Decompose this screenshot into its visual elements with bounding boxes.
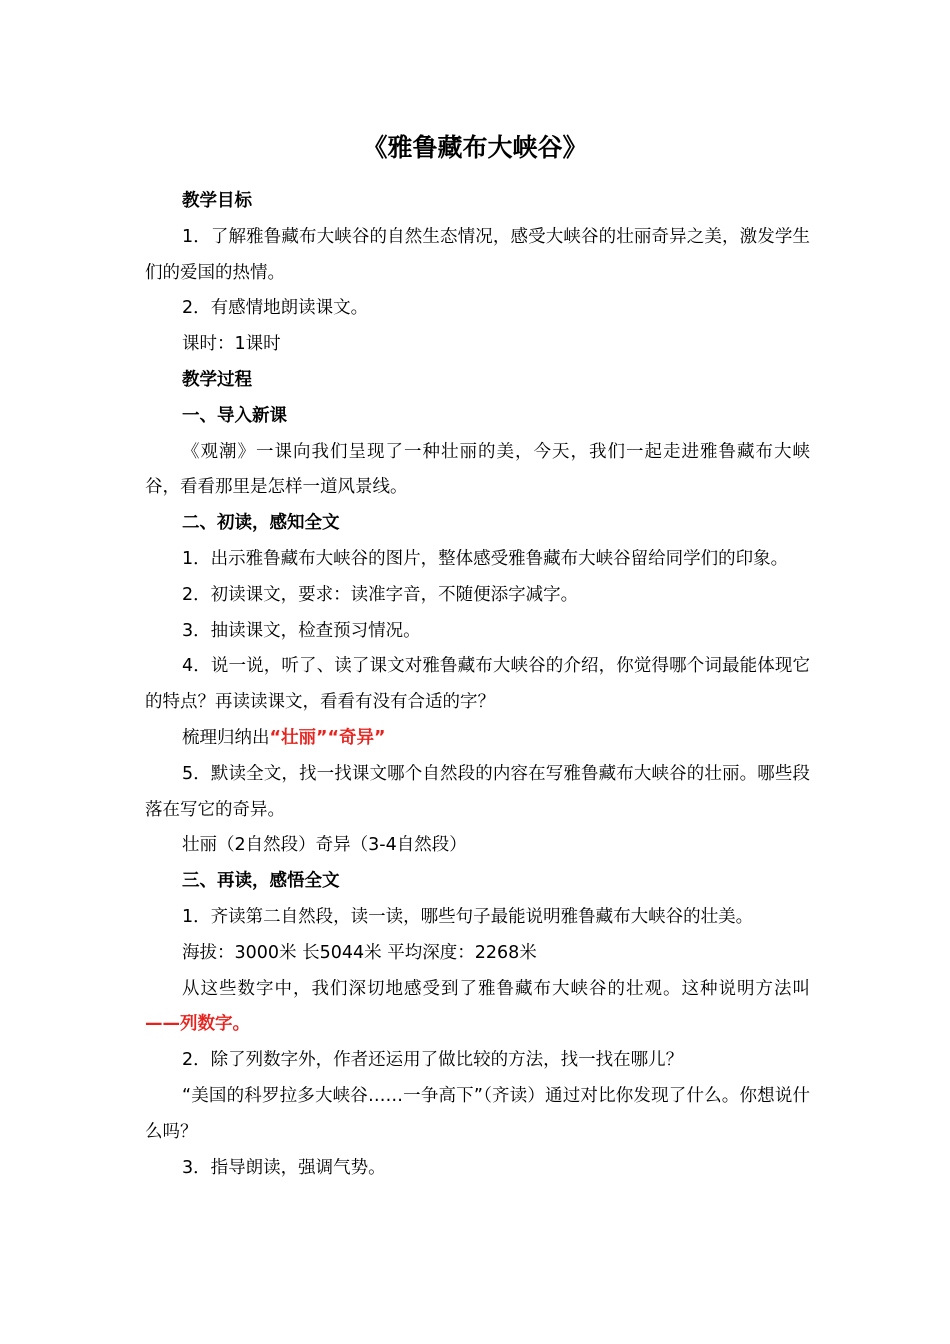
introduction-text: 《观潮》一课向我们呈现了一种壮丽的美，今天，我们一起走进雅鲁藏布大峡谷，看看那里是怎样一道风景线。 — [145, 441, 810, 498]
summary-lead-text: 梳理归纳出 — [182, 727, 270, 748]
document-body — [145, 184, 810, 1186]
method-highlight: ——列数字。 — [145, 1014, 250, 1035]
second-reading-item-3: 3．指导朗读，强调气势。 — [182, 1157, 386, 1178]
subheading-second-reading: 三、再读，感悟全文 — [182, 871, 340, 892]
method-line — [145, 972, 810, 1044]
class-hours: 课时：1课时 — [182, 334, 281, 355]
subheading-introduction: 一、导入新课 — [182, 405, 287, 426]
subheading-first-reading: 二、初读，感知全文 — [182, 513, 340, 534]
section-heading-process: 教学过程 — [182, 369, 252, 390]
first-reading-item-5: 5．默读全文，找一找课文哪个自然段的内容在写雅鲁藏布大峡谷的壮丽。哪些段落在写它的奇异。 — [145, 763, 810, 820]
objective-item-2: 2．有感情地朗读课文。 — [182, 298, 369, 319]
document-title: 《雅鲁藏布大峡谷》 — [362, 133, 588, 162]
first-reading-item-4: 4．说一说，听了、读了课文对雅鲁藏布大峡谷的介绍，你觉得哪个词最能体现它的特点？再读读课文，看看有没有合适的字？ — [145, 656, 810, 713]
comparison-quote: “美国的科罗拉多大峡谷……一争高下”（齐读）通过对比你发现了什么。你想说什么吗？ — [145, 1085, 810, 1142]
paragraph-classification: 壮丽（2自然段）奇异（3-4自然段） — [182, 835, 467, 856]
method-lead-text: 从这些数字中，我们深切地感受到了雅鲁藏布大峡谷的壮观。这种说明方法叫 — [182, 978, 810, 999]
section-heading-objectives: 教学目标 — [182, 191, 252, 211]
objective-item-1: 1．了解雅鲁藏布大峡谷的自然生态情况，感受大峡谷的壮丽奇异之美，激发学生们的爱国的热情。 — [145, 226, 810, 283]
second-reading-item-1: 1．齐读第二自然段，读一读，哪些句子最能说明雅鲁藏布大峡谷的壮美。 — [182, 906, 754, 927]
first-reading-item-2: 2．初读课文，要求：读准字音，不随便添字减字。 — [182, 584, 579, 605]
second-reading-item-2: 2．除了列数字外，作者还运用了做比较的方法，找一找在哪儿？ — [182, 1050, 684, 1071]
summary-highlight: “壮丽”“奇异” — [269, 727, 386, 748]
first-reading-item-1: 1．出示雅鲁藏布大峡谷的图片，整体感受雅鲁藏布大峡谷留给同学们的印象。 — [182, 548, 789, 569]
statistics-line: 海拔：3000米 长5044米 平均深度：2268米 — [182, 942, 537, 963]
first-reading-item-3: 3．抽读课文，检查预习情况。 — [182, 620, 421, 641]
summary-line — [145, 721, 810, 757]
